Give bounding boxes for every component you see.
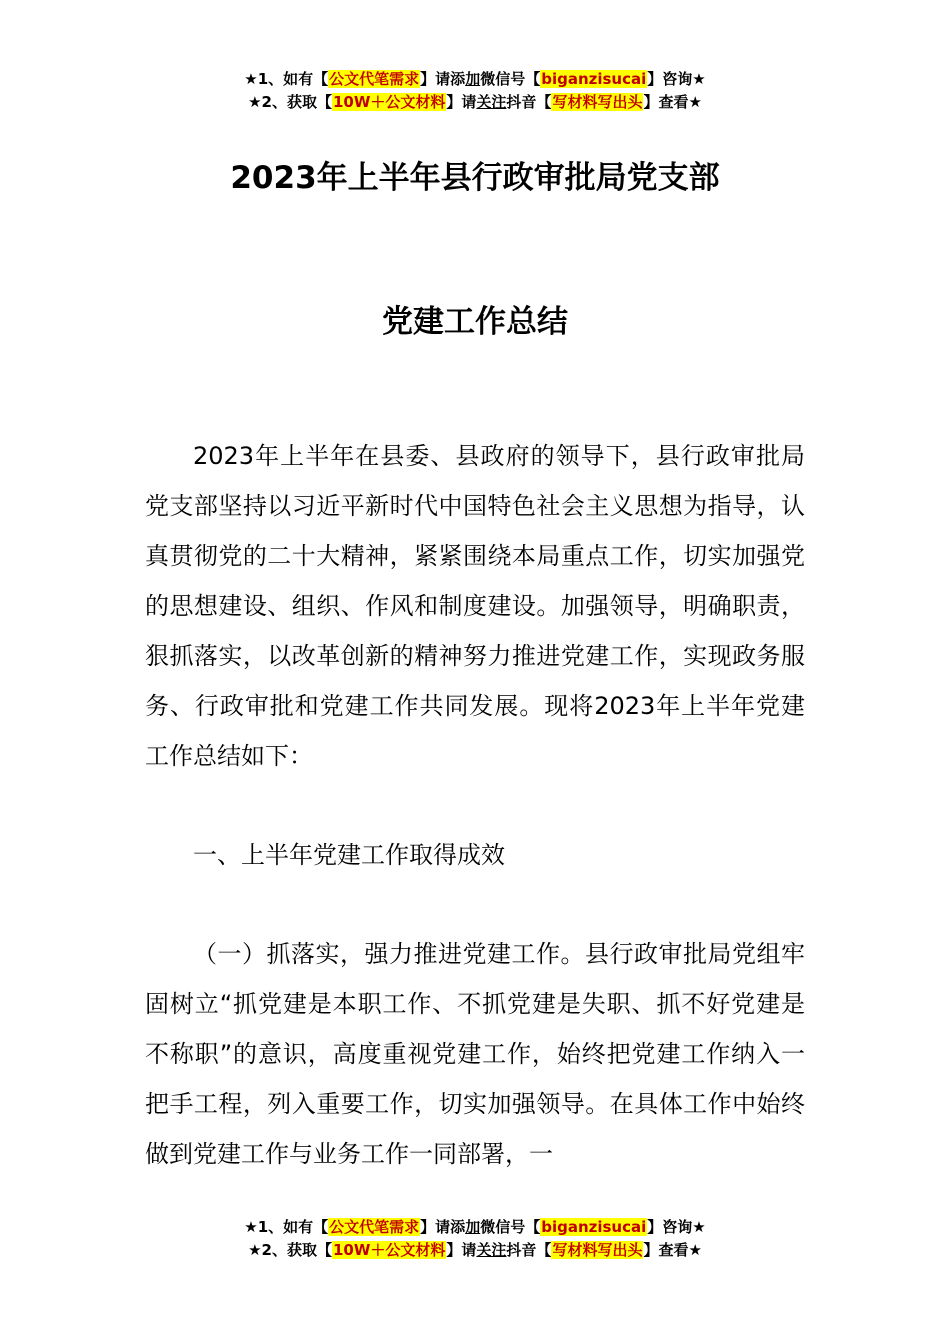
banner-highlight: 10W＋公文材料 <box>332 93 446 111</box>
banner-text: 抖音【 <box>506 1241 552 1259</box>
banner-highlight: 写材料写出头 <box>552 93 643 111</box>
banner-line-1 <box>0 68 950 91</box>
document-title-line-1: 2023年上半年县行政审批局党支部 <box>230 160 720 196</box>
banner-text: 】咨询★ <box>647 1218 706 1236</box>
paragraph-intro: 2023年上半年在县委、县政府的领导下，县行政审批局党支部坚持以习近平新时代中国特色社会主义思想为指导，认真贯彻党的二十大精神，紧紧围绕本局重点工作，切实加强党的思想建设、组织、作风和制度建设。加强领导，明确职责，狠抓落实，以改革创新的精神努力推进党建工作，实现政务服务、行政审批和党建工作共同发展。现将2023年上半年党建工作总结如下： <box>145 442 805 770</box>
section-heading-1: 一、上半年党建工作取得成效 <box>193 841 505 869</box>
banner-underline: 加 <box>465 1218 481 1236</box>
banner-highlight: biganzisucai <box>541 70 647 88</box>
banner-underline: 关注 <box>476 1241 507 1259</box>
banner-highlight: 写材料写出头 <box>552 1241 643 1259</box>
banner-text: 】咨询★ <box>647 70 706 88</box>
banner-highlight: 10W＋公文材料 <box>332 1241 446 1259</box>
paragraph-section-1-1: （一）抓落实，强力推进党建工作。县行政审批局党组牢固树立“抓党建是本职工作、不抓党建是失职、抓不好党建是不称职”的意识，高度重视党建工作，始终把党建工作纳入一把手工程，列入重要工作，切实加强领导。在具体工作中始终做到党建工作与业务工作一同部署，一 <box>145 940 805 1168</box>
document-title-line-2: 党建工作总结 <box>382 304 568 340</box>
banner-text: 】查看★ <box>643 93 702 111</box>
banner-underline: 加 <box>465 70 481 88</box>
header-banner <box>0 68 950 114</box>
banner-text: 】请添 <box>420 70 466 88</box>
banner-text: 】请 <box>446 1241 477 1259</box>
banner-text: 微信号【 <box>480 1218 541 1236</box>
banner-text: 抖音【 <box>506 93 552 111</box>
banner-text: ★2、获取【 <box>248 93 332 111</box>
banner-text: ★1、如有【 <box>244 70 329 88</box>
banner-text: 】请 <box>446 93 477 111</box>
banner-text: ★1、如有【 <box>244 1218 329 1236</box>
banner-line-2 <box>0 91 950 114</box>
banner-line-1 <box>0 1216 950 1239</box>
banner-text: 】查看★ <box>643 1241 702 1259</box>
banner-highlight: 公文代笔需求 <box>329 70 420 88</box>
banner-highlight: biganzisucai <box>541 1218 647 1236</box>
banner-highlight: 公文代笔需求 <box>329 1218 420 1236</box>
banner-line-2 <box>0 1239 950 1262</box>
footer-banner <box>0 1216 950 1262</box>
banner-text: 微信号【 <box>480 70 541 88</box>
banner-text: ★2、获取【 <box>248 1241 332 1259</box>
banner-text: 】请添 <box>420 1218 466 1236</box>
banner-underline: 关注 <box>476 93 507 111</box>
